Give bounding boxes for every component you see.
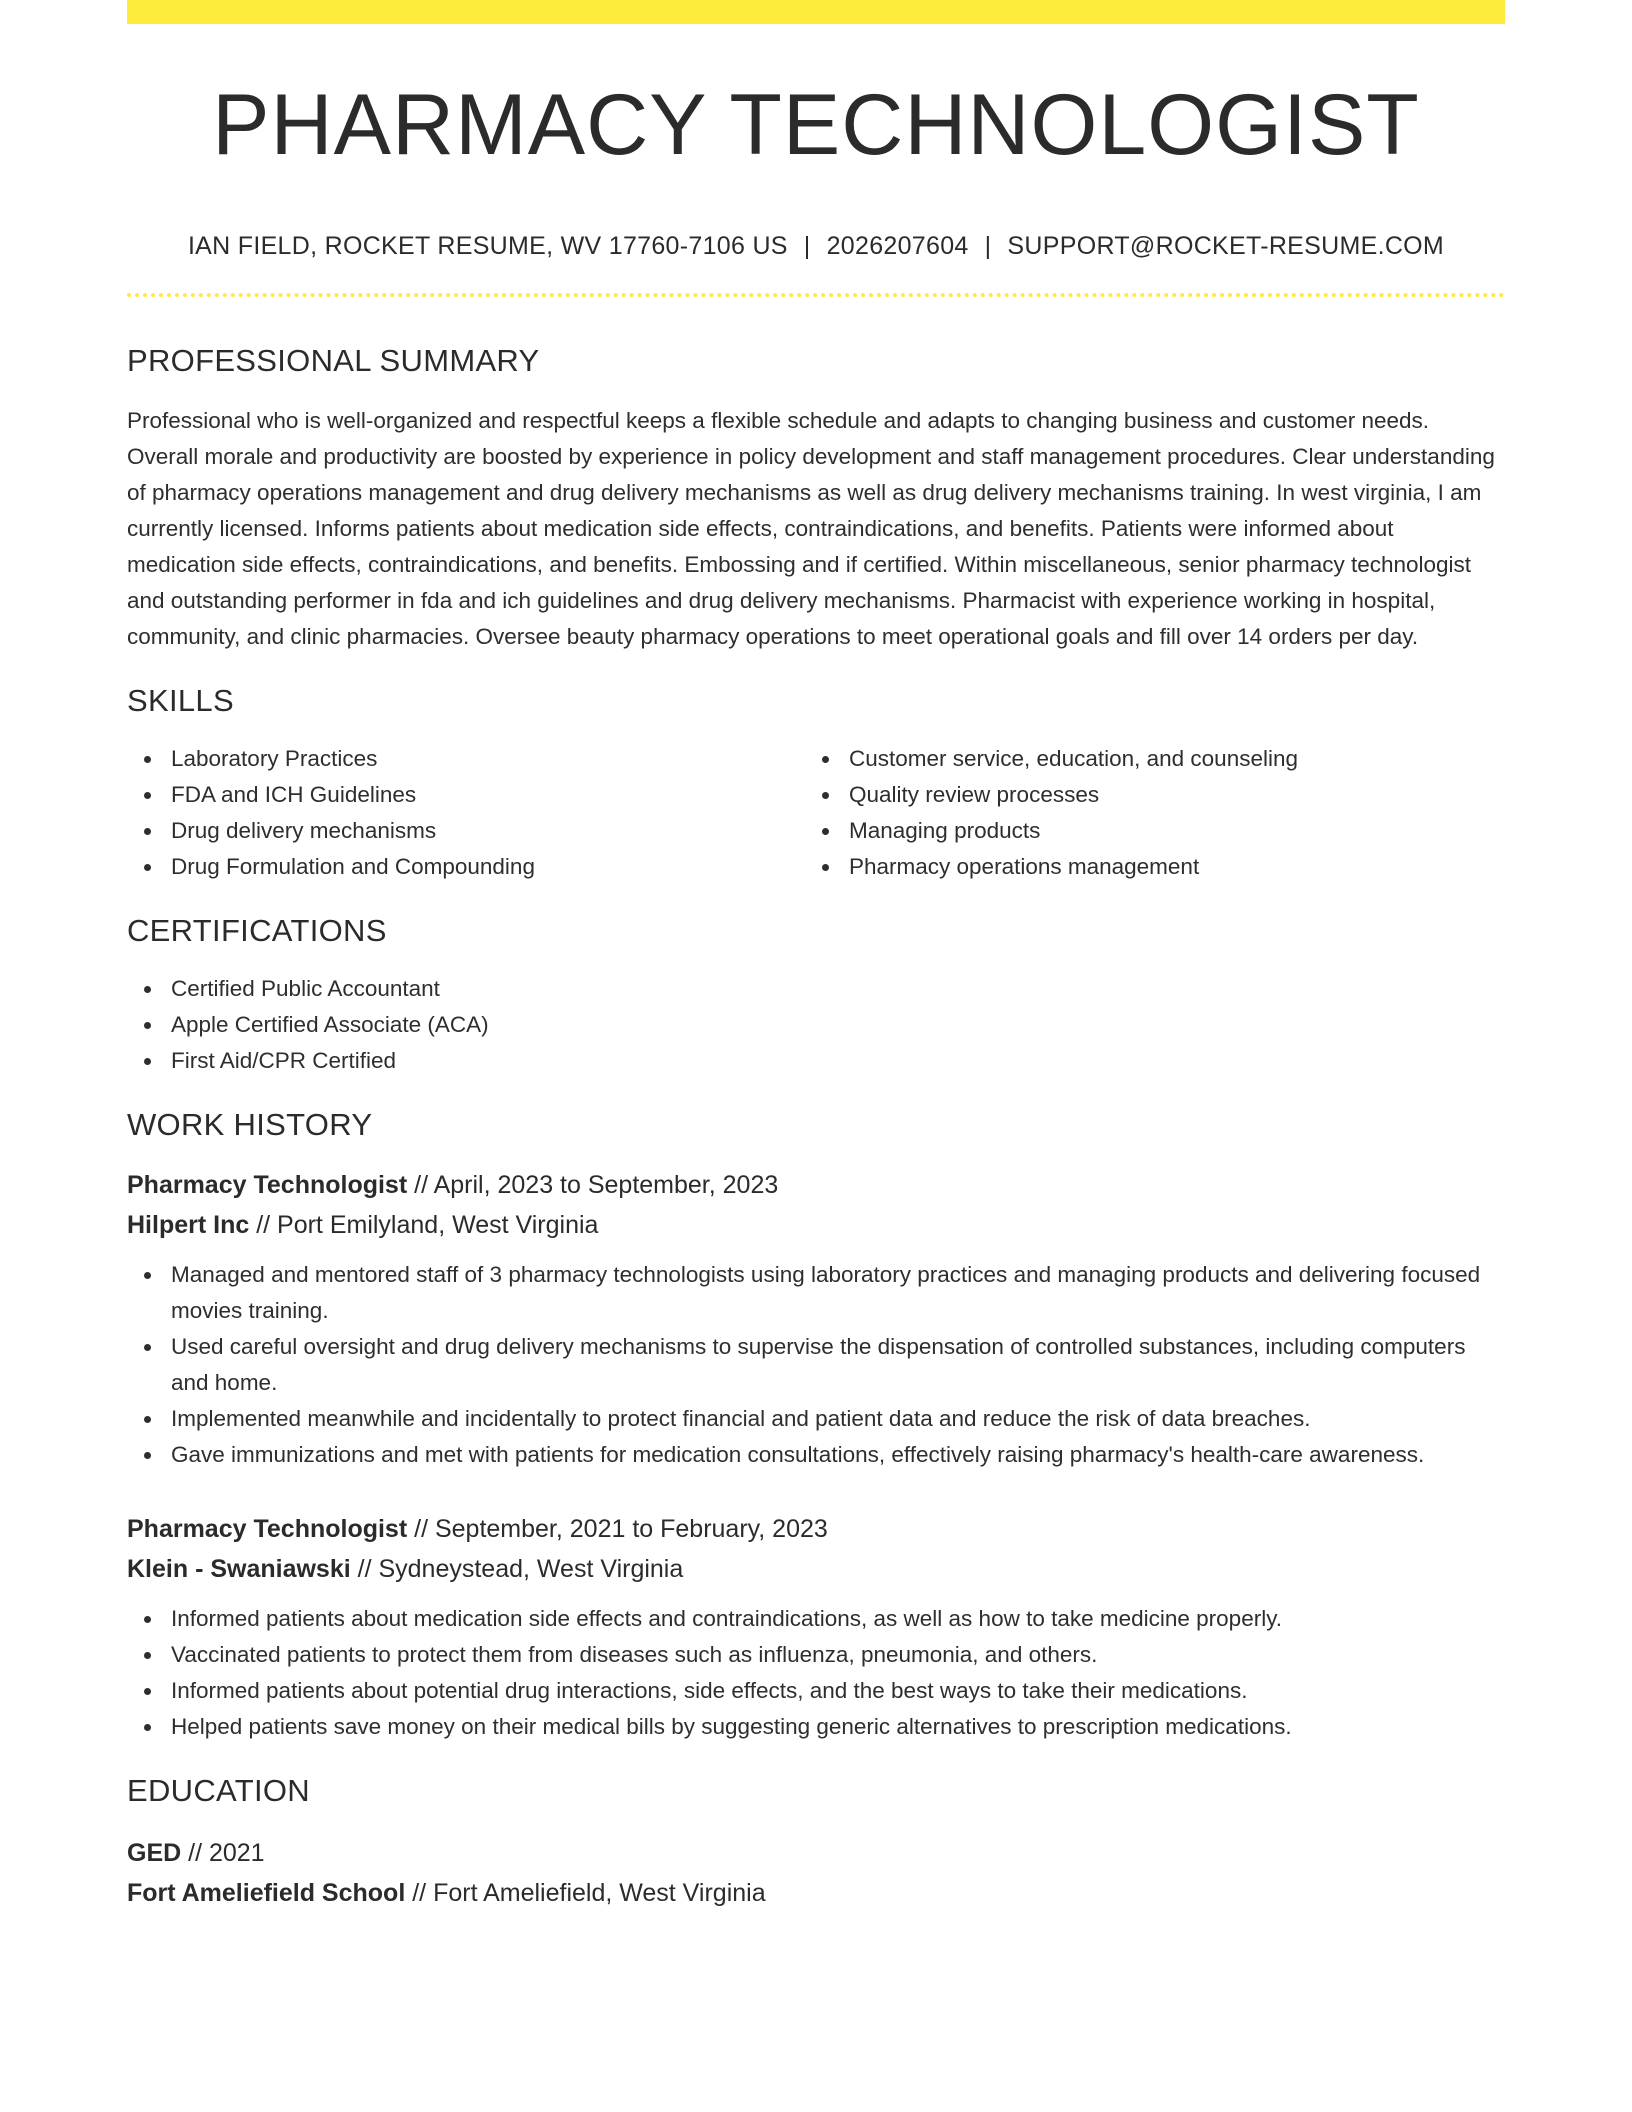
job-entry [127, 1509, 1505, 1745]
education-school-line [127, 1873, 1505, 1913]
list-item: Informed patients about medication side effects and contraindications, as well as how to take medicine properly. [127, 1601, 1505, 1637]
work-history-section [127, 1107, 1505, 1745]
accent-top-bar [127, 0, 1505, 24]
job-location: // Port Emilyland, West Virginia [249, 1211, 599, 1239]
list-item: FDA and ICH Guidelines [127, 777, 805, 813]
job-bullets [127, 1257, 1505, 1473]
list-item: Quality review processes [805, 777, 1483, 813]
list-item: Managing products [805, 813, 1483, 849]
education-year: // 2021 [181, 1839, 265, 1867]
certifications-list [127, 971, 1505, 1079]
skills-column-left [127, 741, 805, 885]
contact-separator: | [984, 232, 992, 260]
list-item: Drug delivery mechanisms [127, 813, 805, 849]
skills-list-left [127, 741, 805, 885]
list-item: Informed patients about potential drug interactions, side effects, and the best ways to take their medications. [127, 1673, 1505, 1709]
list-item: First Aid/CPR Certified [127, 1043, 1505, 1079]
skills-section [127, 683, 1505, 885]
list-item: Apple Certified Associate (ACA) [127, 1007, 1505, 1043]
resume-title: PHARMACY TECHNOLOGIST [212, 77, 1420, 173]
skills-column-right [805, 741, 1483, 885]
job-bullets [127, 1601, 1505, 1745]
list-item: Managed and mentored staff of 3 pharmacy technologists using laboratory practices and managing products and delivering focused movies training. [127, 1257, 1505, 1329]
education-school: Fort Ameliefield School [127, 1879, 406, 1907]
resume-page [127, 0, 1505, 1913]
job-role: Pharmacy Technologist [127, 1515, 408, 1543]
work-history-heading: WORK HISTORY [127, 1107, 373, 1142]
education-heading: EDUCATION [127, 1773, 310, 1808]
list-item: Implemented meanwhile and incidentally to protect financial and patient data and reduce the risk of data breaches. [127, 1401, 1505, 1437]
summary-text: Professional who is well-organized and respectful keeps a flexible schedule and adapts to changing business and customer needs. Overall morale and productivity are boosted by experience in policy development and staff management procedures. Clear understanding of pharmacy operations management and drug delivery mechanisms as well as drug delivery mechanisms training. In west virginia, I am currently licensed. Informs patients about medication side effects, contraindications, and benefits. Patients were informed about medication side effects, contraindications, and benefits. Embossing and if certified. Within miscellaneous, senior pharmacy technologist and outstanding performer in fda and ich guidelines and drug delivery mechanisms. Pharmacist with experience working in hospital, community, and clinic pharmacies. Oversee beauty pharmacy operations to meet operational goals and fill over 14 orders per day. [127, 408, 1495, 649]
job-company-line [127, 1205, 1505, 1245]
contact-email: SUPPORT@ROCKET-RESUME.COM [1007, 232, 1445, 260]
list-item: Helped patients save money on their medical bills by suggesting generic alternatives to prescription medications. [127, 1709, 1505, 1745]
job-company: Klein - Swaniawski [127, 1555, 351, 1583]
list-item: Customer service, education, and counseling [805, 741, 1483, 777]
contact-separator: | [803, 232, 811, 260]
education-section [127, 1773, 1505, 1913]
job-entry [127, 1165, 1505, 1473]
skills-list-right [805, 741, 1483, 885]
dotted-divider [127, 293, 1505, 297]
list-item: Used careful oversight and drug delivery mechanisms to supervise the dispensation of controlled substances, including computers and home. [127, 1329, 1505, 1401]
job-dates: // April, 2023 to September, 2023 [407, 1171, 779, 1199]
list-item: Drug Formulation and Compounding [127, 849, 805, 885]
list-item: Pharmacy operations management [805, 849, 1483, 885]
list-item: Certified Public Accountant [127, 971, 1505, 1007]
job-dates: // September, 2021 to February, 2023 [407, 1515, 828, 1543]
contact-address: IAN FIELD, ROCKET RESUME, WV 17760-7106 US [187, 232, 788, 260]
job-company: Hilpert Inc [127, 1211, 250, 1239]
skills-grid [127, 741, 1505, 885]
job-title-line [127, 1509, 1505, 1549]
summary-heading: PROFESSIONAL SUMMARY [127, 343, 540, 378]
list-item: Laboratory Practices [127, 741, 805, 777]
job-role: Pharmacy Technologist [127, 1171, 408, 1199]
certifications-heading: CERTIFICATIONS [127, 913, 387, 948]
job-company-line [127, 1549, 1505, 1589]
education-degree-line [127, 1833, 1505, 1873]
job-location: // Sydneystead, West Virginia [350, 1555, 684, 1583]
education-degree: GED [127, 1839, 182, 1867]
contact-phone: 2026207604 [826, 232, 969, 260]
list-item: Gave immunizations and met with patients for medication consultations, effectively raising pharmacy's health-care awareness. [127, 1437, 1505, 1473]
education-location: // Fort Ameliefield, West Virginia [405, 1879, 766, 1907]
certifications-section [127, 913, 1505, 1079]
contact-line [127, 232, 1505, 261]
job-title-line [127, 1165, 1505, 1205]
skills-heading: SKILLS [127, 683, 234, 718]
list-item: Vaccinated patients to protect them from diseases such as influenza, pneumonia, and others. [127, 1637, 1505, 1673]
